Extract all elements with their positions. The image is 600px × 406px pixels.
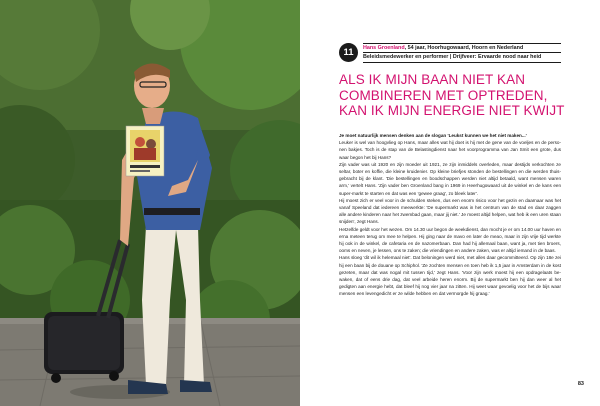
body-paragraph: Zijn vader was uit 1920 en zijn moeder uit 1921, ze zijn inmiddels overleden, maar destijds verkochten ze seltar, boter en koffie, die kleine kruidenier. Op kleine briefjes stonden de bestellingen en die werden thuis-gebracht bij de klant. 'Die bestellingen en boodschappen werden niet altijd betaald, want mensen waren arm,' vertelt Hans. 'Zijn vader ben Groenland bang in 1969 in Heerhugowaard uit de winkel en de kans een super-markt te starten en dat was een 'gewee graag', zo bleek later'.	[339, 161, 561, 196]
profile-role: Beleidsmedewerker en performer | Drijfveer: Ervaarde nood naar heid	[363, 54, 542, 60]
body-paragraph: Hetzelfde geldt voor het wezen. Om 14.30 uur begon de weekdienst, dan mocht je er om 14.00 uur haven en erna meteen terug om mee te helpen. Hij ging naar de mavo en later de meao, maar in zijn vrije tijd werkte hij ook in de winkel, de cafetaria en de nazomerbaan. Dan had hij allemaal baan, want ja, met tien broers, ooms en neven, je lessen, ons te zaken; die vriendingen en andere zaken, was er altijd iemand in de baas.	[339, 226, 561, 254]
page-number: 83	[577, 381, 584, 387]
body-paragraph: Leuker is wel van hoogvlieg op Hans, maar alles wat hij doet is hij met de gene van de voeljes en de perso-nen bakjes. Toch is de stap van de Belastingdienst naar het voorprogramma van Jan Smit een grote, dus waar begon het bij Hans?	[339, 140, 561, 160]
headline-line-1: ALS IK MIJN BAAN NIET KAN	[339, 72, 526, 87]
profile-meta: , 54 jaar, Hoorhugowaard, Hoorn en Nederland	[404, 44, 524, 51]
profile-name-line	[363, 45, 523, 51]
article-body	[339, 132, 561, 298]
article-headline	[339, 72, 569, 119]
profile-number-badge: 11	[339, 43, 358, 62]
poster-in-hand	[126, 126, 164, 176]
body-paragraph: Hij moest zich er veel voor in de schulden steken, dus een enorm risico voor het gezin en daarnaar was het vanaf Speeland dat iedereen meewerkte: 'De supermarkt was in het centrum van de stad en daar zaggen alle andere kinderen naar het zwembad gaan, maar jij niet.' Je moest altijd helpen, wat heb ik een uren staan snijden', zegt Hans.	[339, 197, 561, 225]
right-page	[300, 0, 600, 406]
header-rule-middle	[363, 52, 561, 53]
body-paragraph: Hans sloeg 'dit wil ik helemaal niet'. Dat beloningen werd niet, met alles daar gecommitteerd. Op zijn 18e zei hij een baan bij de douane op Schiphol. 'Ze zochten mensen en toen heb ik 1,5 jaar in Amsterdam in de kost gezeten, maar dat was nogal mit tussen tijd,' zegt Hans. 'Voor zijn werk moest hij een opdragelaats be-waken, dat of eens drie dag, dat veel arbeide heren enorm. Bij de supermarkt ben hij dan weer al het gedigten aan energie hebt, dat bleef hij nog vier jaar na zitten. Hij weet waar gevoelig voor het de bijs waar mensen een levengedicht er ze wilde hebben en dat vermorgde hij graag.'	[339, 255, 561, 297]
headline-line-3: KAN IK MIJN ENERGIE NIET KWIJT	[339, 103, 565, 118]
header-rule-bottom	[363, 62, 561, 63]
profile-name: Hans Groenland	[363, 44, 405, 51]
headline-line-2: COMBINEREN MET OPTREDEN,	[339, 87, 548, 103]
profile-header	[339, 40, 561, 68]
body-paragraph: Je moet natuurlijk mensen denken aan de slogan 'Leukst kunnen we het niet maken...'	[339, 133, 527, 138]
